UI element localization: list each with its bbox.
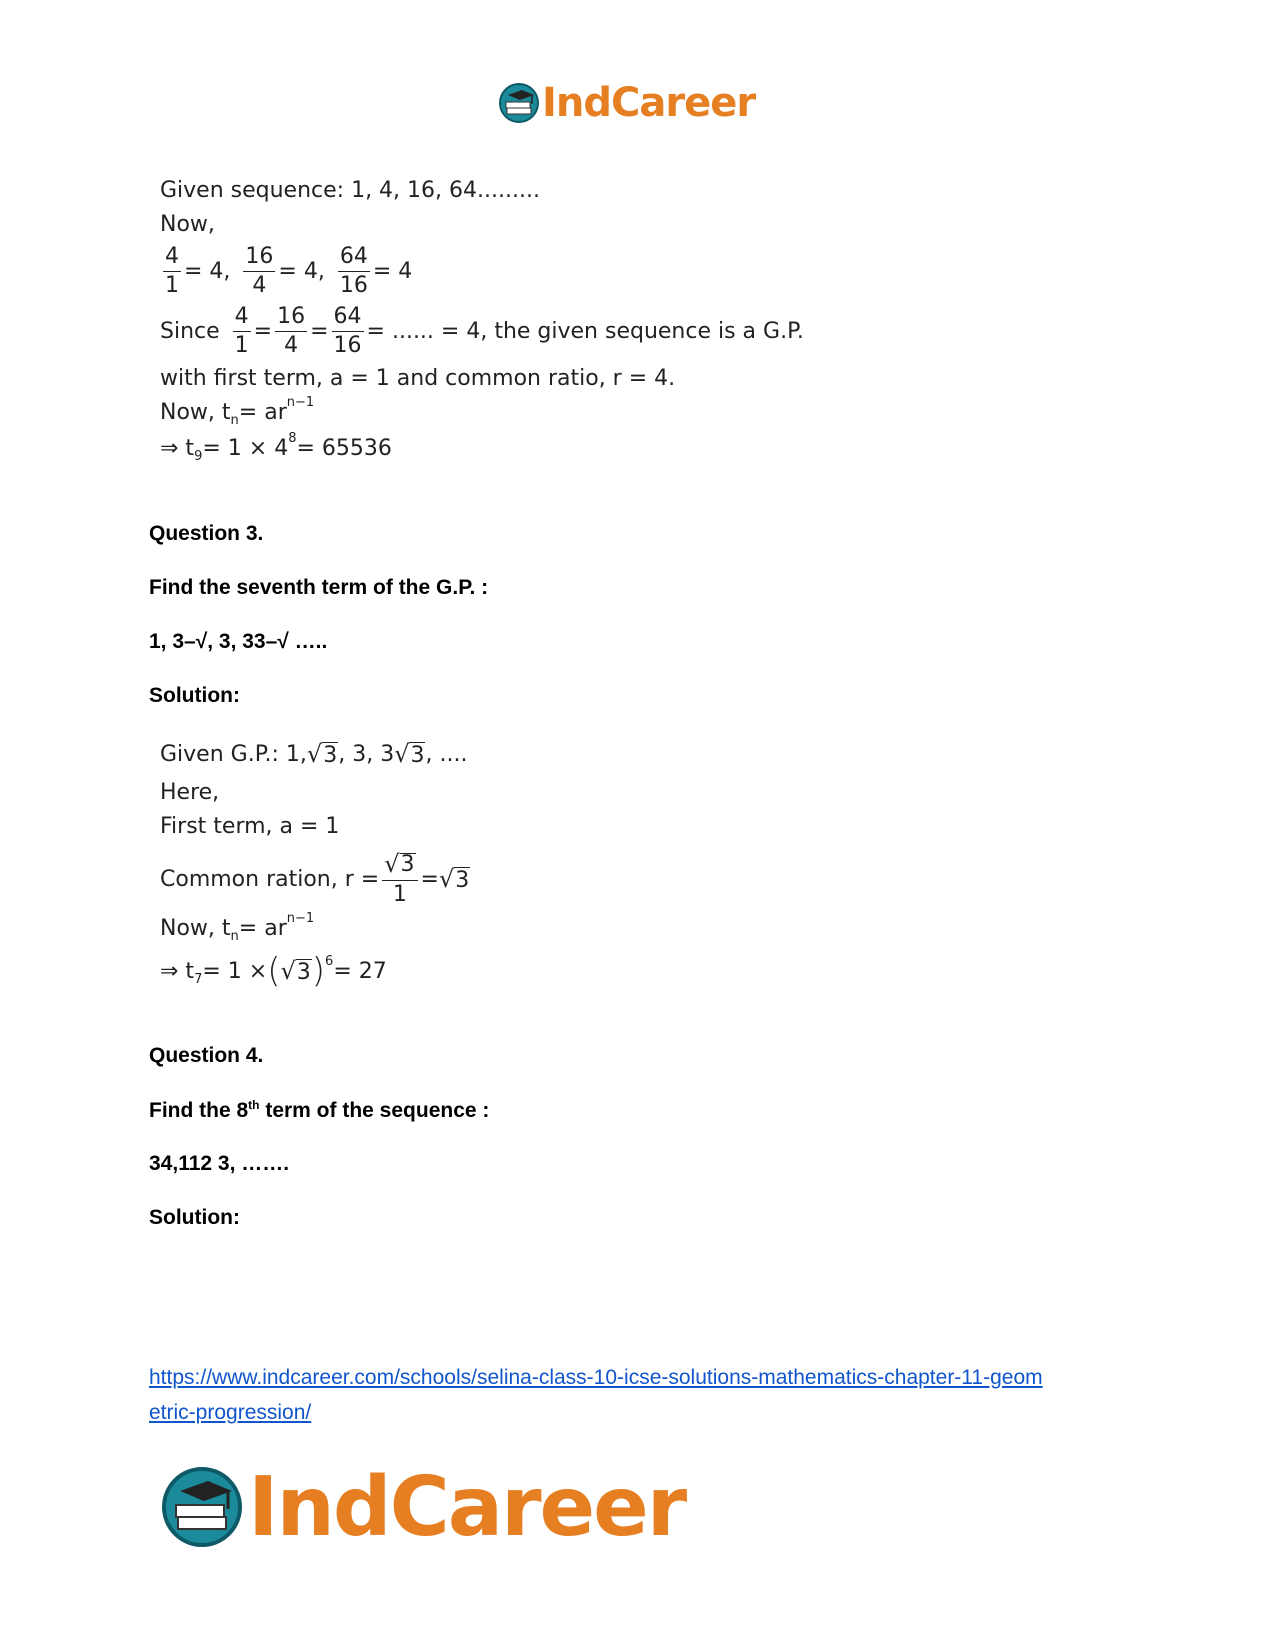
here-label: Here, — [160, 780, 220, 805]
first-term-line: with first term, a = 1 and common ratio, r = 4. — [160, 366, 676, 391]
question4-text: Find the 8th term of the sequence : — [149, 1098, 490, 1122]
fraction: $\frac{64}{16}$ — [333, 304, 362, 358]
logo-text: IndCareer — [248, 1459, 686, 1555]
question4-sequence: 34,112 3, ……. — [149, 1152, 290, 1175]
source-link-line1[interactable]: https://www.indcareer.com/schools/selina-class-10-icse-solutions-mathematics-chapter-11-geom — [149, 1366, 1043, 1389]
question4-heading: Question 4. — [149, 1044, 264, 1067]
question3-text: Find the seventh term of the G.P. : — [149, 576, 489, 599]
given-gp-line: Given G.P.: 1, √ 3 , 3, 3 √ 3 , .... — [160, 740, 468, 768]
since-line: Since $\frac{4}{1}$ = $\frac{16}{4}$ = $\frac{64}{16}$ = ...... = 4, the given sequence is a G.P. — [160, 304, 804, 358]
formula-line: Now, t n = ar n−1 — [160, 911, 315, 944]
sqrt-icon: √ 3 — [438, 865, 470, 893]
question4-solution-label: Solution: — [149, 1206, 240, 1229]
given-sequence: Given sequence: 1, 4, 16, 64......... — [160, 178, 540, 203]
now-label: Now, — [160, 212, 215, 237]
fraction: $\frac{16}{4}$ — [245, 244, 274, 298]
footer-logo — [160, 1459, 686, 1555]
sqrt-icon: √ 3 — [394, 740, 425, 768]
question3-heading: Question 3. — [149, 522, 264, 545]
sqrt-icon: √ 3 — [280, 957, 311, 985]
indcareer-logo-icon — [498, 82, 540, 124]
fraction: $\frac{4}{1}$ — [165, 244, 179, 298]
question3-sequence: 1, 3–√, 3, 33–√ ….. — [149, 630, 328, 653]
ratio-line: $\frac{4}{1}$ = 4, $\frac{16}{4}$ = 4, $\frac{64}{16}$ = 4 — [165, 244, 413, 298]
header-logo — [498, 78, 755, 128]
fraction: $\frac{4}{1}$ — [234, 304, 249, 358]
indcareer-logo-icon — [160, 1465, 244, 1549]
result-line: ⇒ t 7 = 1 × ( √ 3 ) 6 = 27 — [160, 951, 387, 991]
question3-solution-label: Solution: — [149, 684, 240, 707]
result-line: ⇒ t 9 = 1 × 4 8 = 65536 — [160, 431, 392, 464]
fraction: $\frac{64}{16}$ — [339, 244, 368, 298]
fraction: $\frac{16}{4}$ — [277, 304, 306, 358]
source-link-line2[interactable]: etric-progression/ — [149, 1401, 312, 1424]
common-ratio-line: Common ration, r = √ 3 1 = √ 3 — [160, 850, 470, 907]
logo-text: IndCareer — [542, 80, 756, 126]
fraction: √ 3 1 — [382, 852, 417, 906]
sqrt-icon: √ 3 — [306, 740, 338, 768]
first-term-line: First term, a = 1 — [160, 814, 340, 839]
formula-line: Now, t n = ar n−1 — [160, 395, 315, 428]
